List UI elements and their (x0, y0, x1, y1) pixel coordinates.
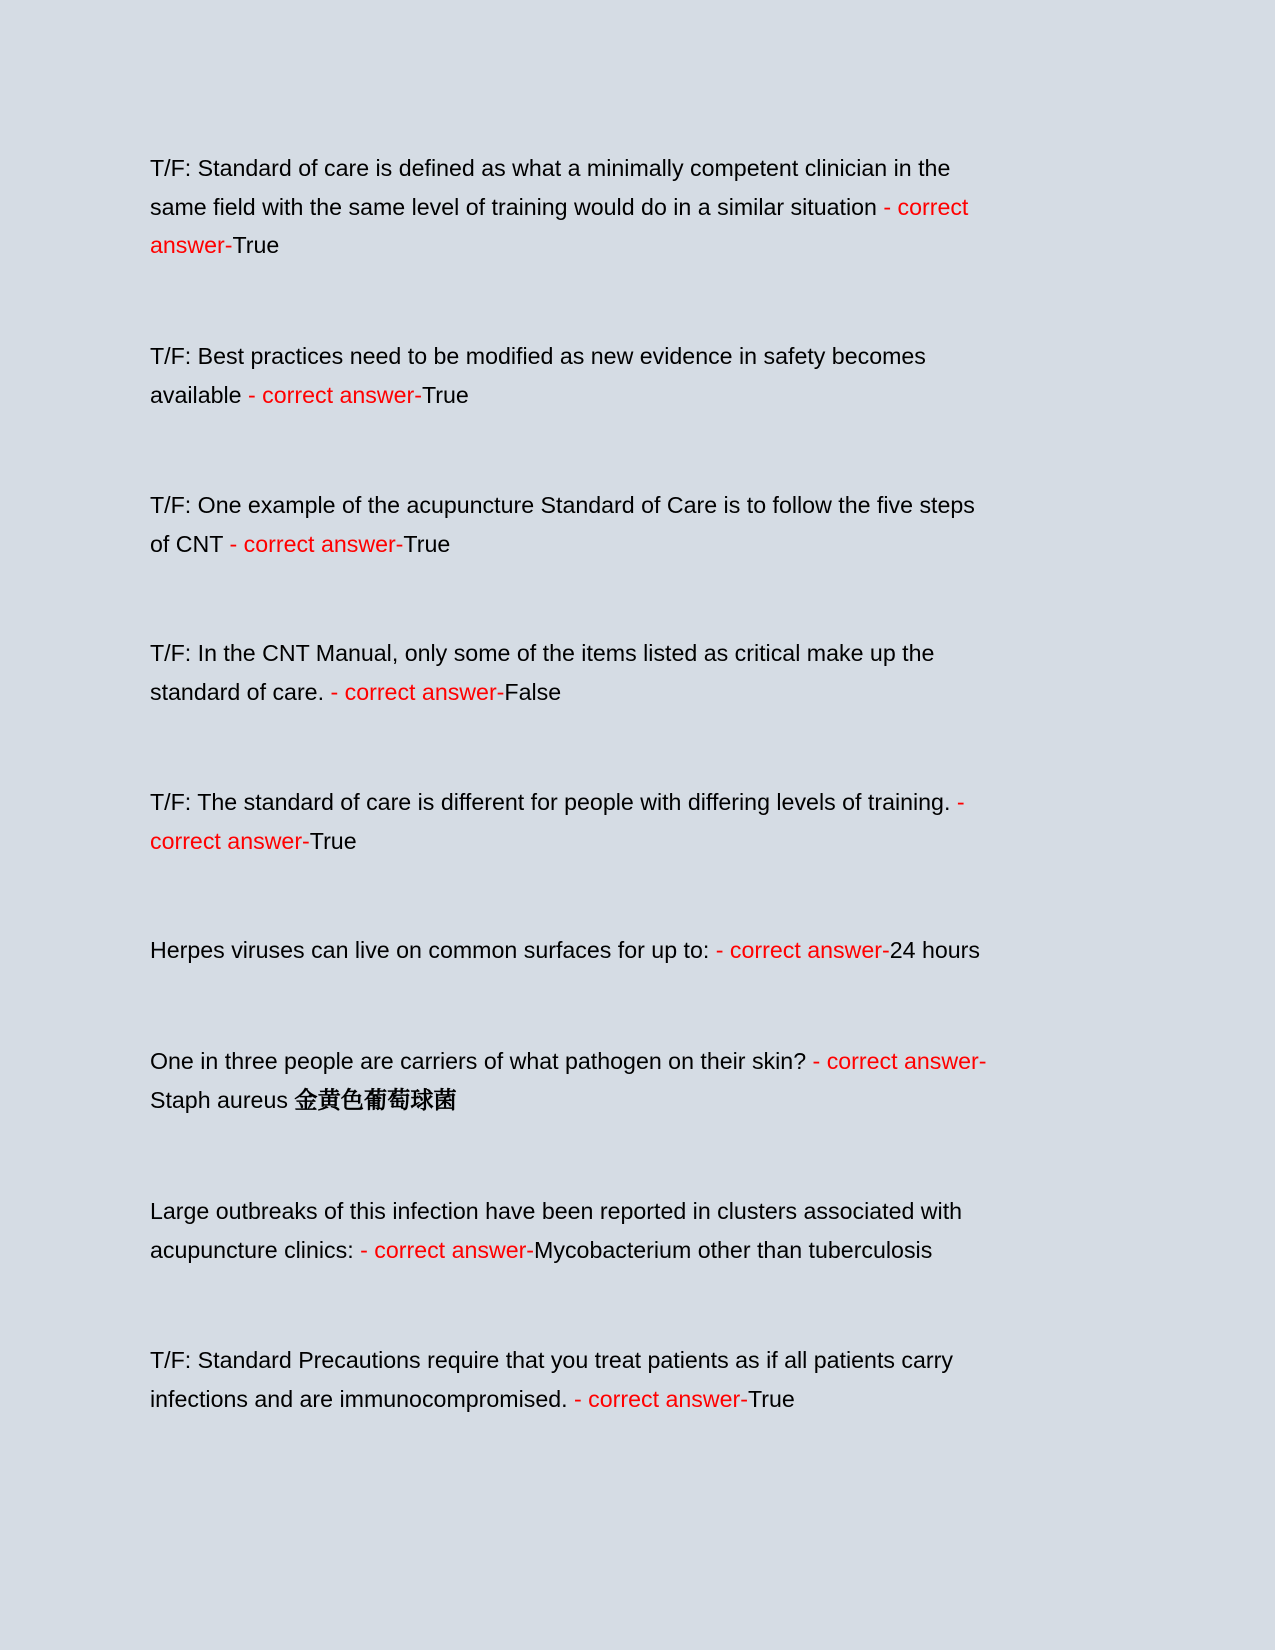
answer-text: Staph aureus (150, 1086, 295, 1113)
question-text: available (150, 381, 248, 408)
question-text: same field with the same level of training would do in a similar situation (150, 193, 884, 220)
qa-line (150, 486, 1150, 525)
qa-line (150, 188, 1150, 227)
answer-marker: - correct answer- (229, 530, 404, 557)
answer-marker: - correct answer- (247, 381, 422, 408)
answer-text: True (747, 1385, 795, 1412)
answer-text: False (504, 678, 562, 705)
answer-marker: - correct answer- (574, 1385, 748, 1412)
answer-marker: answer- (150, 232, 233, 259)
question-text: One in three people are carriers of what pathogen on their skin? (150, 1048, 813, 1074)
qa-line (150, 1081, 1150, 1120)
question-text: standard of care. (150, 678, 331, 705)
qa-line (150, 822, 1150, 861)
qa-item-1 (150, 149, 1150, 265)
question-text: T/F: Best practices need to be modified as new evidence in safety becomes (150, 343, 926, 369)
question-text: Herpes viruses can live on common surfaces for up to: (150, 937, 716, 963)
question-text: T/F: Standard Precautions require that you treat patients as if all patients carry (150, 1347, 953, 1373)
answer-text: Mycobacterium other than tuberculosis (534, 1236, 933, 1263)
question-text: of CNT (150, 530, 230, 557)
answer-marker: - (956, 789, 965, 815)
qa-item-7 (150, 1042, 1150, 1119)
qa-line (150, 149, 1150, 188)
qa-line (150, 525, 1150, 564)
question-text: Large outbreaks of this infection have been reported in clusters associated with (150, 1198, 963, 1224)
answer-marker: - correct answer- (715, 937, 890, 963)
qa-line (150, 783, 1150, 822)
answer-text: True (309, 827, 357, 854)
qa-item-4 (150, 634, 1150, 711)
qa-line (150, 634, 1150, 673)
question-text: T/F: One example of the acupuncture Standard of Care is to follow the five steps (150, 492, 975, 518)
question-text: infections and are immunocompromised. (150, 1385, 575, 1412)
qa-item-5 (150, 783, 1150, 860)
answer-text: True (421, 381, 469, 408)
qa-line (150, 226, 1150, 265)
question-text: acupuncture clinics: (150, 1236, 361, 1263)
qa-line (150, 1192, 1150, 1231)
question-text: T/F: Standard of care is defined as what a minimally competent clinician in the (150, 155, 951, 181)
answer-text: 24 hours (889, 937, 980, 963)
qa-line (150, 673, 1150, 712)
answer-marker: - correct answer- (330, 678, 505, 705)
qa-line (150, 1231, 1150, 1270)
question-text: T/F: In the CNT Manual, only some of the items listed as critical make up the (150, 640, 935, 666)
qa-item-3 (150, 486, 1150, 563)
qa-line (150, 1341, 1150, 1380)
answer-text: True (403, 530, 451, 557)
answer-text: True (232, 232, 280, 259)
answer-marker: - correct answer- (812, 1048, 987, 1074)
answer-marker: - correct answer- (360, 1236, 535, 1263)
qa-item-2 (150, 337, 1150, 414)
qa-item-9 (150, 1341, 1150, 1418)
qa-item-6 (150, 931, 1150, 970)
qa-line (150, 337, 1150, 376)
qa-item-8 (150, 1192, 1150, 1269)
qa-line (150, 931, 1150, 970)
qa-line (150, 1380, 1150, 1419)
qa-line (150, 376, 1150, 415)
question-text: T/F: The standard of care is different for people with differing levels of training. (150, 789, 957, 815)
answer-marker: correct answer- (150, 827, 310, 854)
answer-marker: - correct (883, 193, 969, 220)
qa-line (150, 1042, 1150, 1081)
answer-text-chinese: 金黄色葡萄球菌 (294, 1086, 457, 1114)
